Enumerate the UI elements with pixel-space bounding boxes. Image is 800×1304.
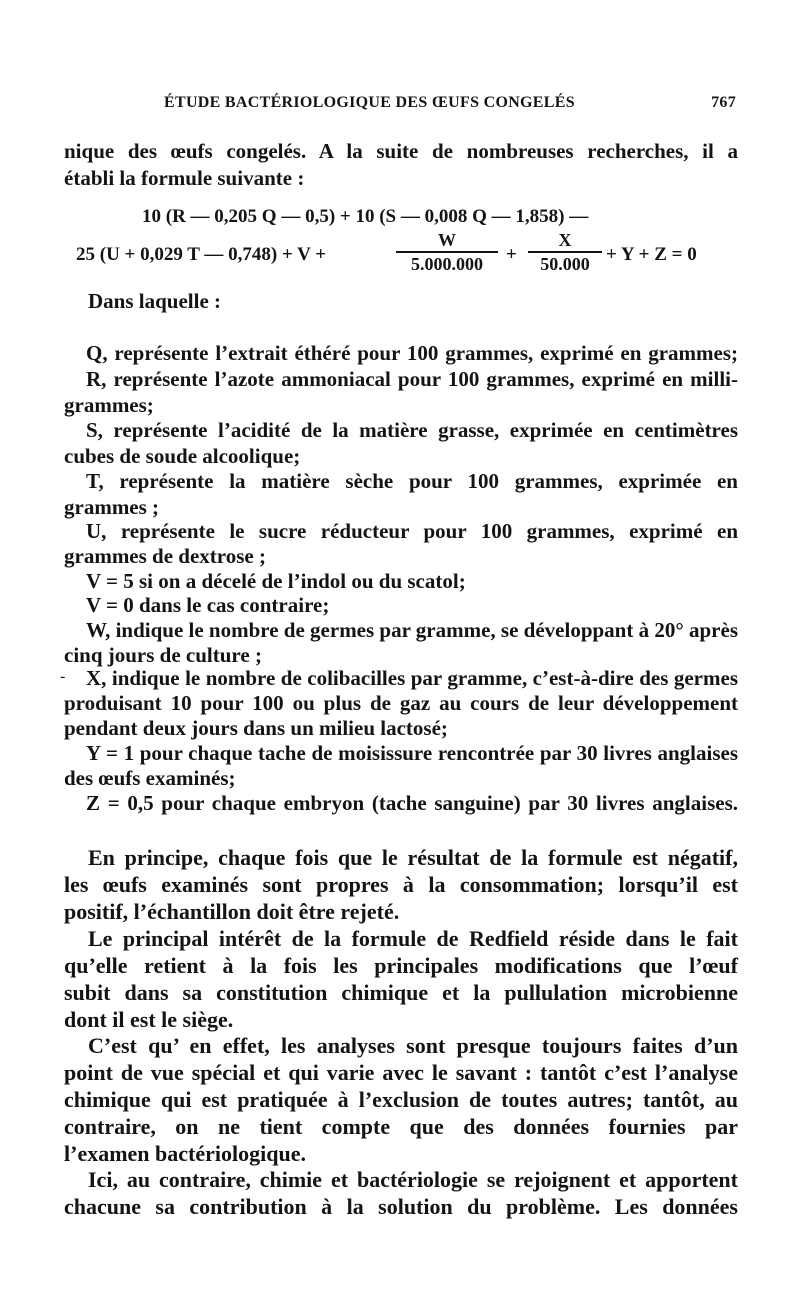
fraction-w-denominator: 5.000.000 xyxy=(411,254,483,274)
definition-line: grammes de dextrose ; xyxy=(64,544,266,568)
body-line: C’est qu’ en effet, les analyses sont presque toujours faites d’un xyxy=(88,1033,738,1058)
intro-line: établi la formule suivante : xyxy=(64,166,305,190)
definition-line: grammes ; xyxy=(64,495,160,519)
body-line: En principe, chaque fois que le résultat de la formule est négatif, xyxy=(88,845,738,870)
formula-line-2-end: + Y + Z = 0 xyxy=(606,244,697,265)
body-line: chacune sa contribution à la solution du problème. Les données xyxy=(64,1194,738,1219)
fraction-w xyxy=(396,230,498,274)
page-number: 767 xyxy=(711,94,736,111)
dans-laquelle: Dans laquelle : xyxy=(88,289,222,313)
body-line: dont il est le siège. xyxy=(64,1007,234,1032)
definition-line: Y = 1 pour chaque tache de moisissure rencontrée par 30 livres anglaises xyxy=(86,741,738,765)
fraction-bar xyxy=(528,251,602,253)
definition-line: Q, représente l’extrait éthéré pour 100 grammes, exprimé en grammes; xyxy=(86,341,738,365)
definition-line: des œufs examinés; xyxy=(64,766,236,790)
formula-line-2-start: 25 (U + 0,029 T — 0,748) + V + xyxy=(76,244,327,265)
definition-line: cinq jours de culture ; xyxy=(64,643,262,667)
definition-line: Z = 0,5 pour chaque embryon (tache sanguine) par 30 livres anglaises. xyxy=(86,791,738,815)
body-line: positif, l’échantillon doit être rejeté. xyxy=(64,899,400,924)
body-line: Ici, au contraire, chimie et bactériologie se rejoignent et apportent xyxy=(88,1167,738,1192)
definition-line: S, représente l’acidité de la matière grasse, exprimée en centimètres xyxy=(86,418,738,442)
definition-line: U, représente le sucre réducteur pour 100 grammes, exprimé en xyxy=(86,519,738,543)
definition-line: V = 5 si on a décelé de l’indol ou du scatol; xyxy=(86,569,466,593)
body-line: chimique qui est pratiquée à l’exclusion de toutes autres; tantôt, au xyxy=(64,1087,738,1112)
body-line: Le principal intérêt de la formule de Redfield réside dans le fait xyxy=(88,926,738,951)
body-line: subit dans sa constitution chimique et la pullulation microbienne xyxy=(64,980,738,1005)
body-line: qu’elle retient à la fois les principales modifications que l’œuf xyxy=(64,953,738,978)
fraction-x-denominator: 50.000 xyxy=(540,254,590,274)
body-line: les œufs examinés sont propres à la consommation; lorsqu’il est xyxy=(64,872,738,897)
formula-line-1: 10 (R — 0,205 Q — 0,5) + 10 (S — 0,008 Q — 1,858) — xyxy=(142,206,589,227)
fraction-x-numerator: X xyxy=(558,230,572,250)
definition-line: X, indique le nombre de colibacilles par gramme, c’est-à-dire des germes xyxy=(86,666,738,690)
body-line: contraire, on ne tient compte que des données fournies par xyxy=(64,1114,738,1139)
body-line: l’examen bactériologique. xyxy=(64,1141,306,1166)
running-title: ÉTUDE BACTÉRIOLOGIQUE DES ŒUFS CONGELÉS xyxy=(164,94,575,111)
fraction-bar xyxy=(396,251,498,253)
body-line: point de vue spécial et qui varie avec le savant : tantôt c’est l’analyse xyxy=(64,1060,738,1085)
formula-plus: + xyxy=(506,244,517,265)
margin-dash-mark: - xyxy=(60,668,66,685)
definition-line: produisant 10 pour 100 ou plus de gaz au cours de leur développement xyxy=(64,691,738,715)
definition-line: W, indique le nombre de germes par gramme, se développant à 20° après xyxy=(86,618,738,642)
definition-line: T, représente la matière sèche pour 100 grammes, exprimée en xyxy=(86,469,738,493)
definition-line: cubes de soude alcoolique; xyxy=(64,444,301,468)
definition-line: pendant deux jours dans un milieu lactosé; xyxy=(64,716,448,740)
intro-line: nique des œufs congelés. A la suite de nombreuses recherches, il a xyxy=(64,139,738,163)
definition-line: R, représente l’azote ammoniacal pour 100 grammes, exprimé en milli- xyxy=(86,367,738,391)
definition-line: grammes; xyxy=(64,393,154,417)
definition-line: V = 0 dans le cas contraire; xyxy=(86,593,330,617)
fraction-x xyxy=(528,230,602,274)
fraction-w-numerator: W xyxy=(438,230,456,250)
